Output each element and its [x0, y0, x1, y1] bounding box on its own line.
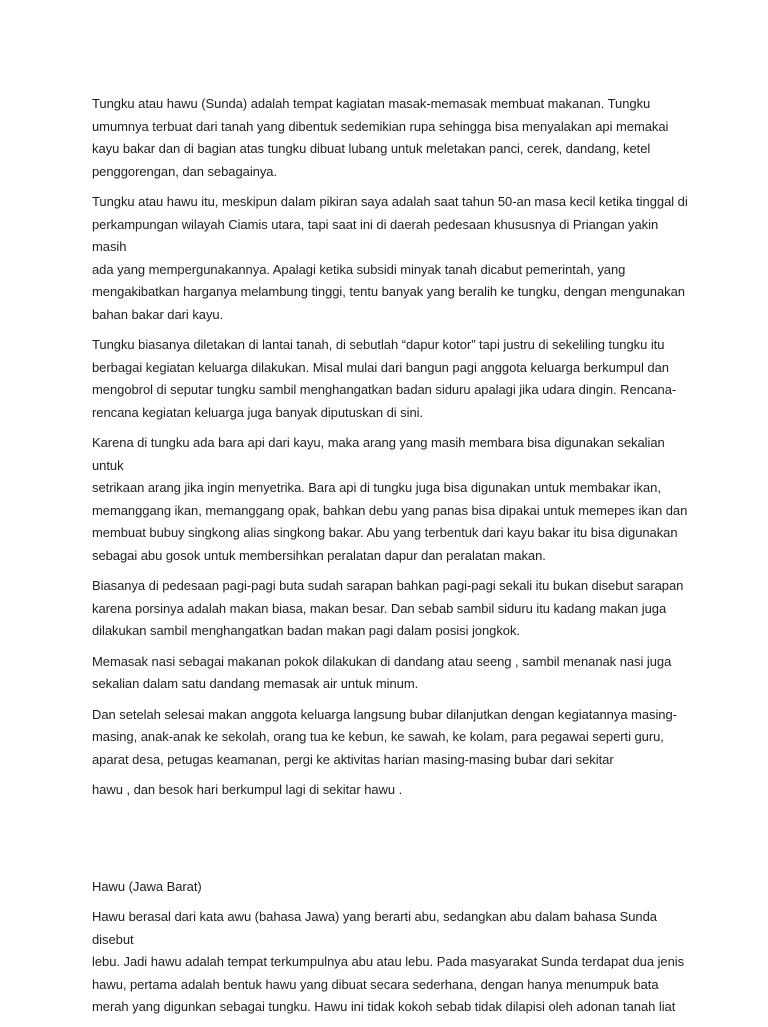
paragraph-4: Karena di tungku ada bara api dari kayu, maka arang yang masih membara bisa digunakan sekalian untuk setrikaan arang jika ingin menyetrika. Bara api di tungku juga bisa digunakan untuk membakar ikan, memanggang ikan, memanggang opak, bahkan debu yang panas bisa dipakai untuk memepes ikan dan membuat bubuy singkong alias singkong bakar. Abu yang terbentuk dari kayu bakar itu bisa digunakan sebagai abu gosok untuk membersihkan peralatan dapur dan peralatan makan. — [92, 435, 688, 563]
paragraph-9: Hawu berasal dari kata awu (bahasa Jawa) yang berarti abu, sedangkan abu dalam bahasa Sunda disebut lebu. Jadi hawu adalah tempat terkumpulnya abu atau lebu. Pada masyarakat Sunda terdapat dua jenis hawu, pertama adalah bentuk hawu yang dibuat secara sederhana, dengan hanya menumpuk bata merah yang digunkan sebagai tungku. Hawu ini tidak kokoh sebab tidak dilapisi oleh adonan tanah liat — [92, 909, 685, 1014]
section-heading: Hawu (Jawa Barat) — [92, 878, 202, 894]
paragraph-7: Dan setelah selesai makan anggota keluarga langsung bubar dilanjutkan dengan kegiatannya masing- masing, anak-anak ke sekolah, orang tua ke kebun, ke sawah, ke kolam, para pegawai seperti guru, aparat desa, petugas keamanan, pergi ke aktivitas harian masing-masing bubar dari sekitar — [92, 706, 677, 767]
paragraph-6: Memasak nasi sebagai makanan pokok dilakukan di dandang atau seeng , sambil menanak nasi juga sekalian dalam satu dandang memasak air untuk minum. — [92, 653, 672, 691]
paragraph-8: hawu , dan besok hari berkumpul lagi di sekitar hawu . — [92, 782, 403, 797]
blank-space — [92, 810, 692, 876]
paragraph-2: Tungku atau hawu itu, meskipun dalam pikiran saya adalah saat tahun 50-an masa kecil ketika tinggal di perkampungan wilayah Ciamis utara, tapi saat ini di daerah pedesaan khususnya di Priangan yakin masih ada yang mempergunakannya. Apalagi ketika subsidi minyak tanah dicabut pemerintah, yang mengakibatkan harganya melambung tinggi, tentu banyak yang beralih ke tungku, dengan mengunakan bahan bakar dari kayu. — [92, 194, 688, 322]
paragraph-5: Biasanya di pedesaan pagi-pagi buta sudah sarapan bahkan pagi-pagi sekali itu bukan disebut sarapan karena porsinya adalah makan biasa, makan besar. Dan sebab sambil siduru itu kadang makan juga dilakukan sambil menghangatkan badan makan pagi dalam posisi jongkok. — [92, 578, 684, 638]
paragraph-3: Tungku biasanya diletakan di lantai tanah, di sebutlah “dapur kotor” tapi justru di sekeliling tungku itu berbagai kegiatan keluarga dilakukan. Misal mulai dari bangun pagi anggota keluarga berkumpul dan mengobrol di seputar tungku sambil menghangatkan badan siduru apalagi jika udara dingin. Rencana- rencana kegiatan keluarga juga banyak diputuskan di sini. — [92, 337, 677, 420]
document-body — [92, 93, 692, 1027]
paragraph-1: Tungku atau hawu (Sunda) adalah tempat kagiatan masak-memasak membuat makanan. Tungku umumnya terbuat dari tanah yang dibentuk sedemikian rupa sehingga bisa menyalakan api memakai kayu bakar dan di bagian atas tungku dibuat lubang untuk meletakan panci, cerek, dandang, ketel penggorengan, dan sebagainya. — [92, 96, 669, 179]
